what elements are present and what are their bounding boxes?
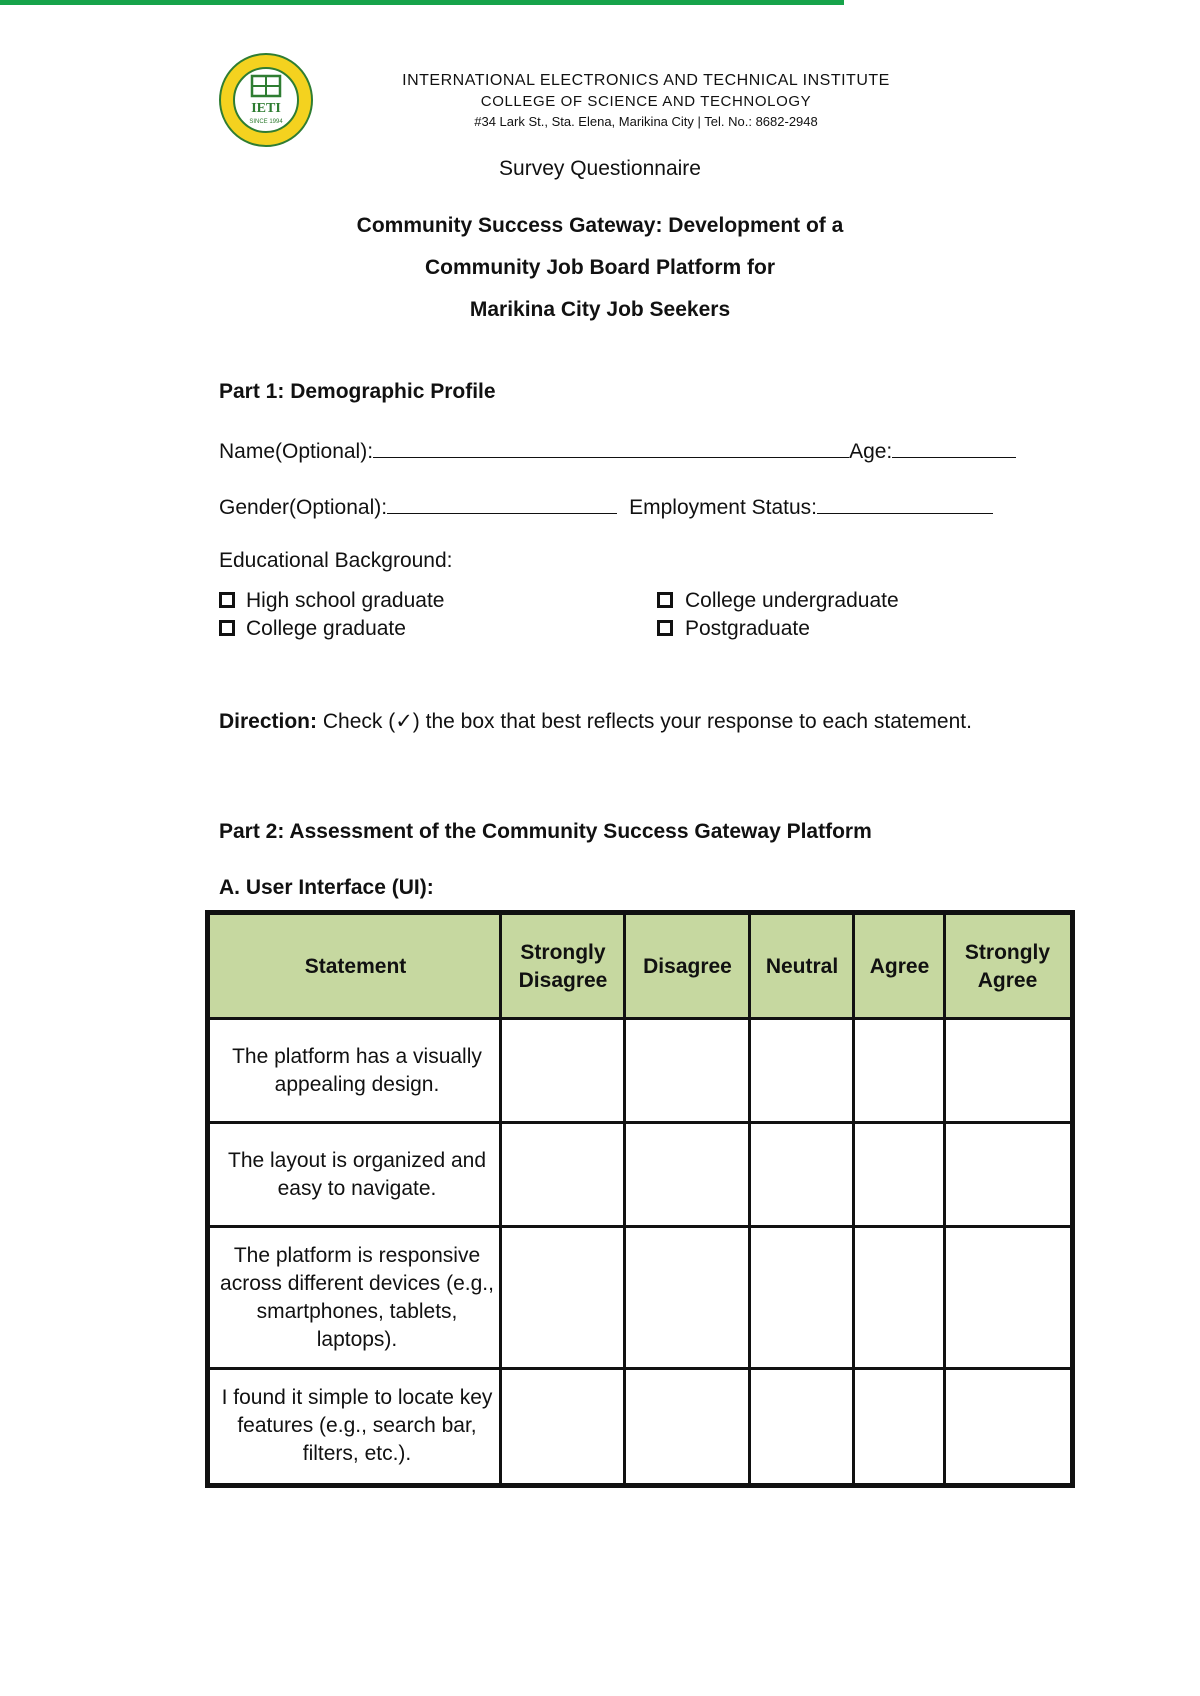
school-logo	[218, 52, 314, 148]
gender-row	[219, 493, 993, 520]
education-label: Educational Background:	[219, 549, 453, 572]
checkbox-postgraduate[interactable]	[657, 620, 673, 636]
grid-line	[210, 1225, 1070, 1228]
statement-cell: The platform has a visually appealing design.	[232, 1045, 482, 1096]
employment-label: Employment Status:	[629, 496, 818, 519]
response-cell-neutral[interactable]	[750, 1227, 854, 1369]
gender-label: Gender(Optional):	[219, 496, 388, 519]
response-cell-neutral[interactable]	[750, 1019, 854, 1123]
option-college-undergraduate: College undergraduate	[685, 589, 899, 612]
college-name: COLLEGE OF SCIENCE AND TECHNOLOGY	[480, 93, 812, 110]
response-cell-agree[interactable]	[854, 1019, 945, 1123]
grid-line	[943, 915, 946, 1483]
response-cell-strongly-agree[interactable]	[945, 1123, 1070, 1227]
title-line-2: Community Job Board Platform for	[424, 256, 776, 279]
grid-line	[623, 915, 626, 1483]
response-cell-disagree[interactable]	[625, 1123, 750, 1227]
response-cell-agree[interactable]	[854, 1369, 945, 1483]
header-strongly-agree: Strongly Agree	[945, 915, 1070, 1019]
section-a-heading: A. User Interface (UI):	[219, 876, 434, 899]
direction-label: Direction:	[219, 710, 318, 733]
option-college-graduate: College graduate	[246, 617, 406, 640]
direction-text: Check (✓) the box that best reflects your response to each statement.	[322, 710, 972, 733]
grid-line	[499, 915, 502, 1483]
logo-text: IETI	[251, 101, 281, 116]
name-label: Name(Optional):	[219, 440, 374, 463]
grid-line	[210, 1017, 1070, 1020]
header-agree: Agree	[854, 915, 945, 1019]
age-label: Age:	[849, 440, 893, 463]
grid-line	[852, 915, 855, 1483]
gender-field[interactable]	[387, 493, 617, 514]
grid-line	[748, 915, 751, 1483]
document-type: Survey Questionnaire	[499, 157, 701, 180]
response-cell-strongly-disagree[interactable]	[501, 1123, 625, 1227]
age-field[interactable]	[892, 437, 1016, 458]
option-postgraduate: Postgraduate	[685, 617, 810, 640]
grid-line	[210, 1121, 1070, 1124]
response-cell-agree[interactable]	[854, 1123, 945, 1227]
part1-heading: Part 1: Demographic Profile	[219, 380, 496, 403]
direction-paragraph	[219, 700, 1061, 743]
statement-cell: I found it simple to locate key features (e.g., search bar, filters, etc.).	[221, 1386, 493, 1465]
employment-field[interactable]	[817, 493, 993, 514]
name-field[interactable]	[373, 437, 849, 458]
name-row	[219, 437, 1016, 464]
option-high-school: High school graduate	[246, 589, 445, 612]
title-line-3: Marikina City Job Seekers	[469, 298, 731, 321]
response-cell-strongly-disagree[interactable]	[501, 1369, 625, 1483]
part2-heading: Part 2: Assessment of the Community Success Gateway Platform	[219, 820, 872, 843]
header-strongly-disagree: Strongly Disagree	[501, 915, 625, 1019]
statement-cell: The platform is responsive across different devices (e.g., smartphones, tablets, laptops).	[220, 1244, 494, 1351]
response-cell-strongly-disagree[interactable]	[501, 1227, 625, 1369]
checkbox-college-graduate[interactable]	[219, 620, 235, 636]
response-cell-strongly-agree[interactable]	[945, 1019, 1070, 1123]
logo-year: SINCE 1994	[249, 119, 283, 125]
header-statement: Statement	[210, 915, 501, 1019]
institute-name: INTERNATIONAL ELECTRONICS AND TECHNICAL INSTITUTE	[402, 72, 890, 89]
grid-line	[210, 1367, 1070, 1370]
checkbox-high-school[interactable]	[219, 592, 235, 608]
ui-assessment-table	[205, 910, 1075, 1488]
response-cell-neutral[interactable]	[750, 1123, 854, 1227]
header-disagree: Disagree	[625, 915, 750, 1019]
institute-address: #34 Lark St., Sta. Elena, Marikina City | Tel. No.: 8682-2948	[474, 114, 818, 129]
response-cell-disagree[interactable]	[625, 1369, 750, 1483]
response-cell-neutral[interactable]	[750, 1369, 854, 1483]
response-cell-strongly-agree[interactable]	[945, 1227, 1070, 1369]
response-cell-disagree[interactable]	[625, 1019, 750, 1123]
header-neutral: Neutral	[750, 915, 854, 1019]
title-line-1: Community Success Gateway: Development of a	[356, 214, 844, 237]
response-cell-disagree[interactable]	[625, 1227, 750, 1369]
response-cell-strongly-disagree[interactable]	[501, 1019, 625, 1123]
response-cell-agree[interactable]	[854, 1227, 945, 1369]
checkbox-college-undergraduate[interactable]	[657, 592, 673, 608]
response-cell-strongly-agree[interactable]	[945, 1369, 1070, 1483]
header-rule-bottom	[0, 3, 844, 5]
statement-cell: The layout is organized and easy to navigate.	[228, 1149, 486, 1200]
